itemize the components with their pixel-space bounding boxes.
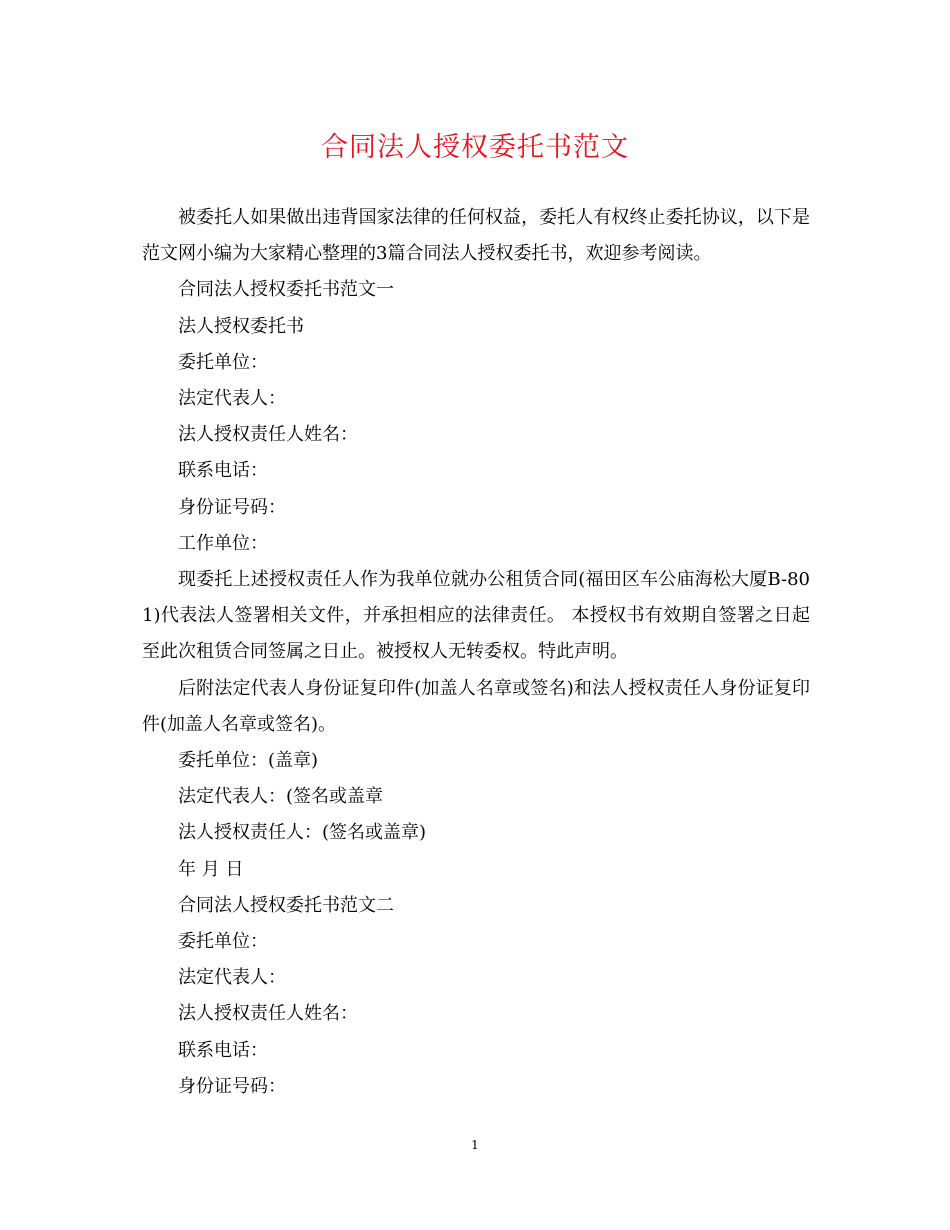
field-legal-representative-2: 法定代表人： — [178, 967, 286, 989]
document-title: 合同法人授权委托书范文 — [321, 132, 629, 163]
date-line: 年 月 日 — [178, 858, 244, 880]
signature-legal-representative: 法定代表人：(签名或盖章 — [178, 786, 384, 808]
field-authorized-person-name: 法人授权责任人姓名： — [178, 424, 358, 446]
field-legal-representative: 法定代表人： — [178, 388, 286, 410]
authorization-paragraph: 现委托上述授权责任人作为我单位就办公租赁合同(福田区车公庙海松大厦B-801)代表法人签署相关文件，并承担相应的法律责任。 本授权书有效期自签署之日起至此次租赁合同签属之日止。被授权人无转委权。特此声明。 — [142, 569, 810, 663]
section-heading-sample-one: 合同法人授权委托书范文一 — [178, 279, 394, 301]
page-number: 1 — [471, 1138, 479, 1152]
field-authorized-person-name-2: 法人授权责任人姓名： — [178, 1003, 358, 1025]
document-body — [142, 200, 810, 1105]
signature-entrusting-unit: 委托单位：(盖章) — [178, 750, 319, 772]
subheading-power-of-attorney: 法人授权委托书 — [178, 315, 304, 337]
field-entrusting-unit-2: 委托单位： — [178, 931, 268, 953]
attachment-paragraph: 后附法定代表人身份证复印件(加盖人名章或签名)和法人授权责任人身份证复印件(加盖人名章或签名)。 — [142, 677, 810, 735]
section-heading-sample-two: 合同法人授权委托书范文二 — [178, 894, 394, 916]
field-work-unit: 工作单位： — [178, 532, 268, 554]
intro-paragraph: 被委托人如果做出违背国家法律的任何权益，委托人有权终止委托协议，以下是范文网小编为大家精心整理的3篇合同法人授权委托书，欢迎参考阅读。 — [142, 207, 810, 265]
field-id-number-2: 身份证号码： — [178, 1075, 286, 1097]
signature-authorized-person: 法人授权责任人：(签名或盖章) — [178, 822, 427, 844]
field-entrusting-unit: 委托单位： — [178, 351, 268, 373]
field-contact-phone-2: 联系电话： — [178, 1039, 268, 1061]
field-id-number: 身份证号码： — [178, 496, 286, 518]
field-contact-phone: 联系电话： — [178, 460, 268, 482]
